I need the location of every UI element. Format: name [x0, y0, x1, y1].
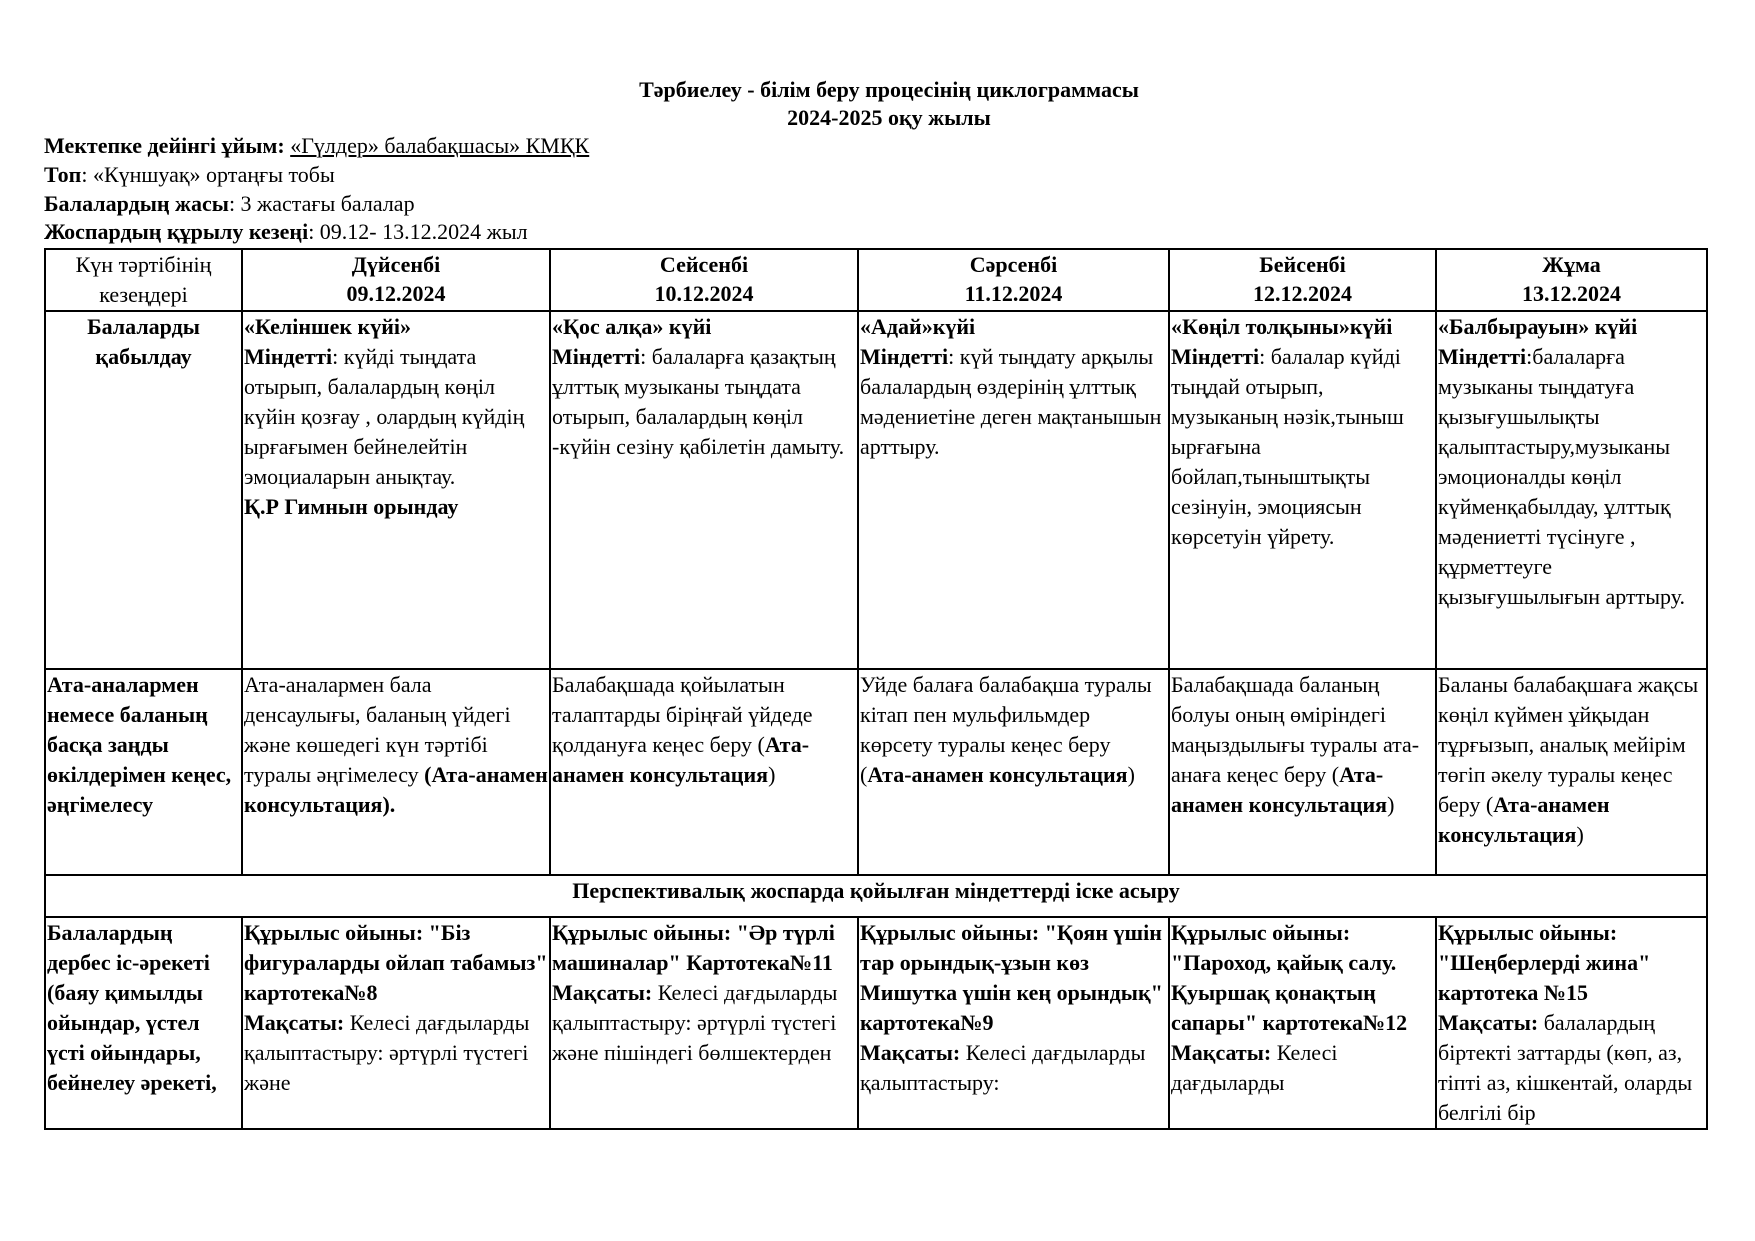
reception-label-line1: Балаларды	[87, 314, 200, 339]
org-value: «Гүлдер» балабақшасы» КМҚК	[290, 133, 590, 158]
task-text: : балалар күйді тыңдай отырып, музыканың нәзік,тыныш ырғағына бойлап,тыныштықты сезінуін, эмоциясын көрсетуін үйрету.	[1171, 344, 1404, 549]
activity-cell-thursday	[1169, 917, 1436, 1129]
goal-text: Келесі дағдыларды қалыптастыру: әртүрлі түстегі және пішіндегі бөлшектерден	[552, 980, 838, 1065]
task-label: Міндетті	[552, 344, 641, 369]
goal-label: Мақсаты:	[244, 1010, 345, 1035]
advice-tail: )	[1387, 792, 1395, 817]
reception-cell-friday	[1436, 311, 1707, 669]
day-date: 09.12.2024	[346, 281, 446, 306]
goal-label: Мақсаты:	[1438, 1010, 1539, 1035]
row-label-activity: Балалардың дербес іс-әрекеті (баяу қимылды ойындар, үстел үсті ойындары, бейнелеу әрекеті,	[45, 917, 242, 1129]
advice-tail: )	[1127, 762, 1135, 787]
advice-tail: )	[1576, 822, 1584, 847]
period-value: : 09.12- 13.12.2024 жыл	[308, 219, 528, 244]
header-cell-tuesday	[550, 249, 858, 311]
group-value: : «Күншуақ» ортаңғы тобы	[81, 162, 335, 187]
day-name: Бейсенбі	[1259, 252, 1346, 277]
game-title: Құрылыс ойыны: "Қоян үшін тар орындық-ұзын көз Мишутка үшін кең орындық" картотека№9	[860, 920, 1163, 1035]
task-label: Міндетті	[1438, 344, 1527, 369]
org-line	[44, 132, 589, 160]
goal-text: Келесі дағдыларды	[1171, 1040, 1338, 1095]
parents-cell-thursday	[1169, 669, 1436, 875]
day-name: Сейсенбі	[659, 252, 749, 277]
game-title: Құрылыс ойыны: "Біз фигураларды ойлап табамыз" картотека№8	[244, 920, 548, 1005]
task-text: : күйді тыңдата отырып, балалардың көңіл күйін қозғау , олардың күйдің ырғағымен бейнелейтін эмоциаларын анықтау.	[244, 344, 525, 489]
task-text: : күй тыңдату арқылы балалардың өздерінің ұлттық мәдениетіне деген мақтанышын арттыру.	[860, 344, 1162, 459]
age-label: Балалардың жасы	[44, 191, 229, 216]
activity-cell-friday	[1436, 917, 1707, 1129]
day-date: 12.12.2024	[1253, 281, 1352, 306]
group-label: Топ	[44, 162, 82, 187]
reception-label-line2: қабылдау	[95, 344, 192, 369]
advice-text: Балабақшада қойылатын талаптарды біріңғай үйдеде қолдануға кеңес беру (	[552, 672, 813, 757]
melody-title: «Адай»күйі	[860, 314, 976, 339]
advice-tail: )	[768, 762, 776, 787]
period-line	[44, 218, 528, 246]
goal-text: балалардың біртекті заттарды (көп, аз, тіпті аз, кішкентай, оларды белгілі бір	[1438, 1010, 1693, 1125]
day-date: 13.12.2024	[1522, 281, 1621, 306]
section-heading-row	[45, 875, 1707, 917]
task-text: : балаларға қазақтың ұлттық музыканы тыңдата отырып, балалардың көңіл -күйін сезіну қабілетін дамыту.	[552, 344, 845, 459]
consultation-label: (Ата-анамен консультация).	[244, 762, 548, 817]
advice-text: Уйде балаға балабақша туралы кітап пен мульфильмдер көрсету туралы кеңес беру (	[860, 672, 1152, 787]
goal-label: Мақсаты:	[860, 1040, 961, 1065]
reception-cell-tuesday	[550, 311, 858, 669]
task-text: :балаларға музыканы тыңдатуға қызығушылықты қалыптастыру,музыканы эмоционалды көңіл күйменқабылдау, ұлттық мәдениетті түсінуге , құрметтеуге қызығушылығын арттыру.	[1438, 344, 1686, 609]
parents-cell-monday	[242, 669, 550, 875]
reception-cell-thursday	[1169, 311, 1436, 669]
task-label: Міндетті	[244, 344, 333, 369]
day-date: 11.12.2024	[964, 281, 1063, 306]
consultation-label: Ата-анамен консультация	[867, 762, 1128, 787]
anthem-note: Қ.Р Гимнын орындау	[244, 494, 459, 519]
consultation-label: Ата-анамен консультация	[1171, 762, 1388, 817]
melody-title: «Келіншек күйі»	[244, 314, 411, 339]
reception-cell-monday	[242, 311, 550, 669]
task-label: Міндетті	[1171, 344, 1260, 369]
academic-year: 2024-2025 оқу жылы	[787, 105, 991, 130]
section-heading: Перспективалық жоспарда қойылған міндеттерді іске асыру	[45, 875, 1707, 917]
activity-cell-wednesday	[858, 917, 1169, 1129]
period-label: Жоспардың құрылу кезеңі	[44, 219, 309, 244]
advice-text: Баланы балабақшаға жақсы көңіл күймен ұйқыдан тұрғызып, аналық мейірім төгіп әкелу туралы кеңес беру (	[1438, 672, 1699, 817]
game-title: Құрылыс ойыны: "Пароход, қайық салу. Қуыршақ қонақтың сапары" картотека№12	[1171, 920, 1408, 1035]
consultation-label: Ата-анамен консультация	[552, 732, 810, 787]
goal-label: Мақсаты:	[552, 980, 653, 1005]
melody-title: «Көңіл толқыны»күйі	[1171, 314, 1393, 339]
parents-cell-wednesday	[858, 669, 1169, 875]
goal-text: Келесі дағдыларды қалыптастыру: әртүрлі түстегі және	[244, 1010, 530, 1095]
goal-text: Келесі дағдыларды қалыптастыру:	[860, 1040, 1146, 1095]
age-line	[44, 190, 415, 218]
parents-cell-friday	[1436, 669, 1707, 875]
melody-title: «Балбырауын» күйі	[1438, 314, 1638, 339]
header-cell-monday	[242, 249, 550, 311]
document-title: Тәрбиелеу - білім беру процесінің циклограммасы	[639, 77, 1139, 102]
header-periods-line2: кезеңдері	[99, 282, 188, 307]
org-label: Мектепке дейінгі ұйым:	[44, 133, 285, 158]
header-cell-thursday	[1169, 249, 1436, 311]
day-name: Жұма	[1542, 252, 1601, 277]
row-label-parents: Ата-аналармен немесе баланың басқа заңды өкілдерімен кеңес, әңгімелесу	[45, 669, 242, 875]
header-cell-periods	[45, 249, 242, 311]
consultation-label: Ата-анамен консультация	[1438, 792, 1610, 847]
table-header-row	[45, 249, 1707, 311]
header-cell-friday	[1436, 249, 1707, 311]
advice-text: Ата-аналармен бала денсаулығы, баланың үйдегі және көшедегі күн тәртібі туралы әңгімелесу	[244, 672, 511, 787]
table-row-activity	[45, 917, 1707, 1129]
header-periods-line1: Күн тәртібінің	[75, 252, 212, 277]
schedule-table	[44, 248, 1708, 1130]
group-line	[44, 161, 335, 189]
advice-text: Балабақшада баланың болуы оның өміріндегі маңыздылығы туралы ата-анаға кеңес беру (	[1171, 672, 1420, 787]
table-row-reception	[45, 311, 1707, 669]
table-row-parents	[45, 669, 1707, 875]
age-value: : 3 жастағы балалар	[228, 191, 415, 216]
header-cell-wednesday	[858, 249, 1169, 311]
task-label: Міндетті	[860, 344, 949, 369]
row-label-reception	[45, 311, 242, 669]
day-name: Дүйсенбі	[351, 252, 441, 277]
activity-cell-monday	[242, 917, 550, 1129]
reception-cell-wednesday	[858, 311, 1169, 669]
parents-cell-tuesday	[550, 669, 858, 875]
goal-label: Мақсаты:	[1171, 1040, 1272, 1065]
day-name: Сәрсенбі	[969, 252, 1058, 277]
activity-cell-tuesday	[550, 917, 858, 1129]
day-date: 10.12.2024	[654, 281, 754, 306]
game-title: Құрылыс ойыны: "Әр түрлі машиналар" Картотека№11	[552, 920, 835, 975]
game-title: Құрылыс ойыны: "Шеңберлерді жина" картотека №15	[1438, 920, 1651, 1005]
melody-title: «Қос алқа» күйі	[552, 314, 712, 339]
